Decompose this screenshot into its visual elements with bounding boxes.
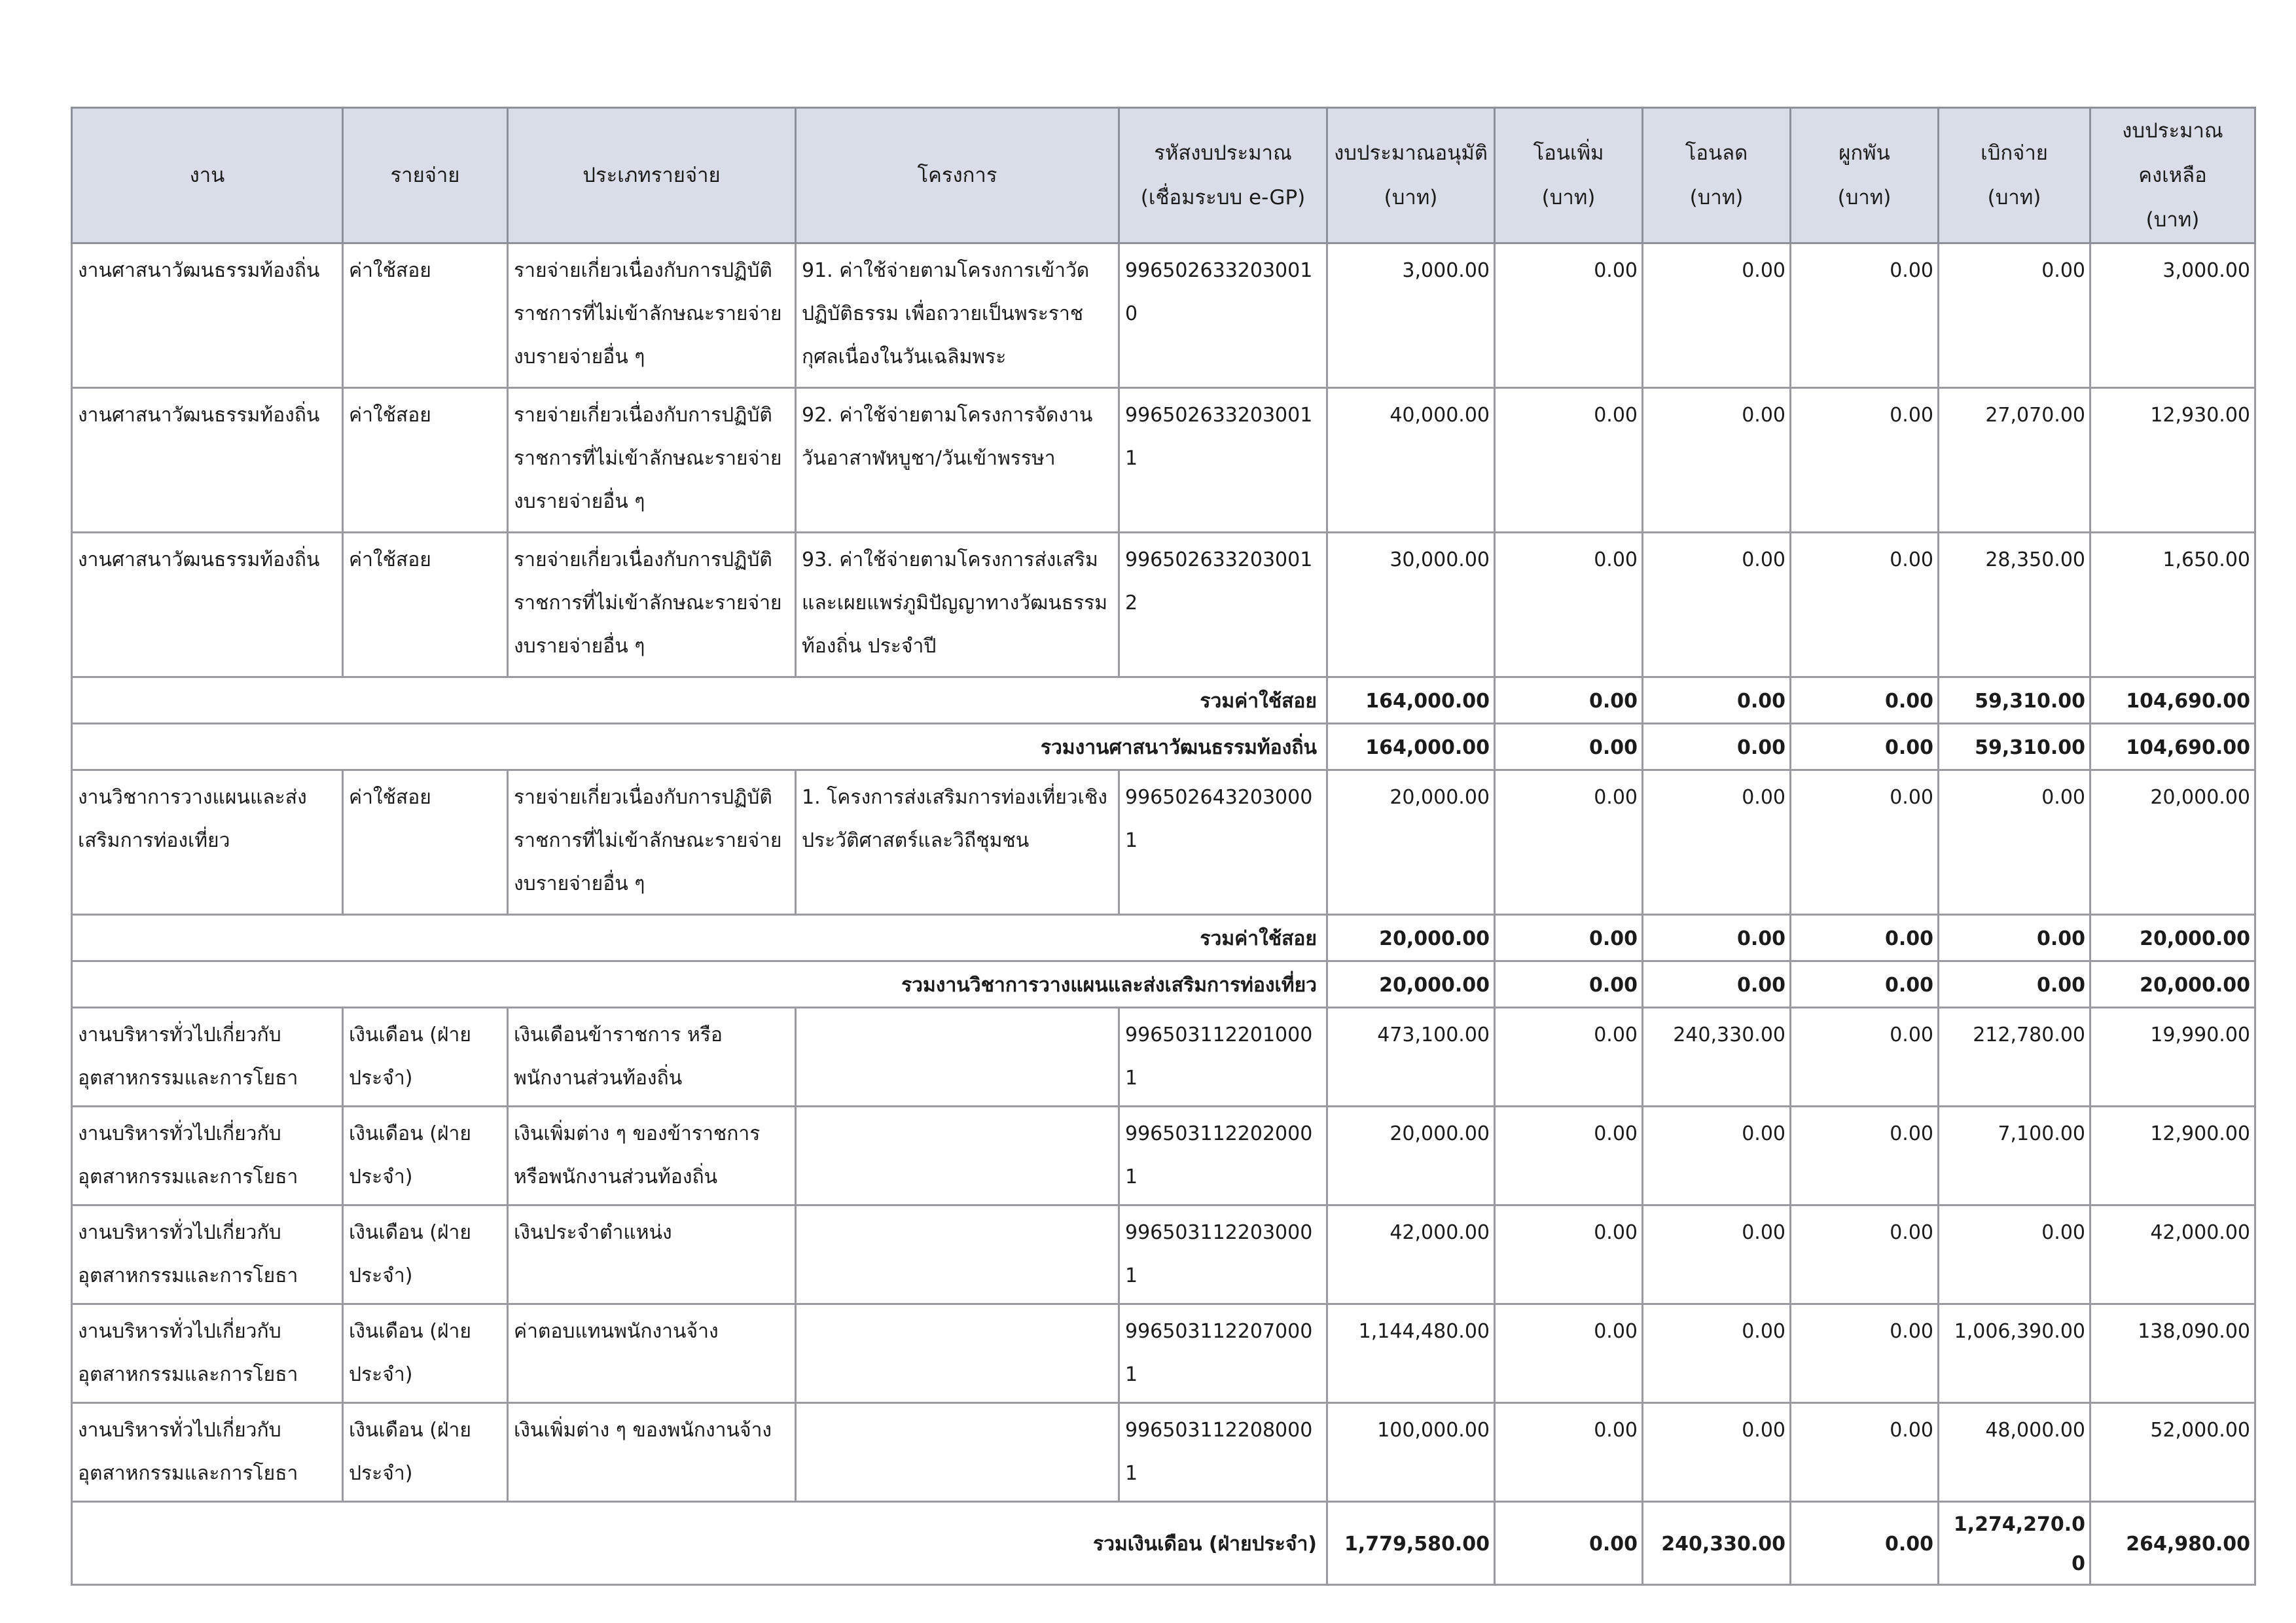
work-cell: งานบริหารทั่วไปเกี่ยวกับอุตสาหกรรมและการโยธา <box>72 1304 343 1403</box>
disbursed-cell: 0.00 <box>1939 1205 2090 1304</box>
subtotal-label: รวมงานวิชาการวางแผนและส่งเสริมการท่องเที่ยว <box>72 961 1327 1008</box>
disbursed-cell: 1,006,390.00 <box>1939 1304 2090 1403</box>
subtotal-approved-cell: 164,000.00 <box>1327 677 1495 724</box>
expense-cell: ค่าใช้สอย <box>343 770 508 915</box>
col-expense-header <box>343 108 508 243</box>
transfer-in-cell: 0.00 <box>1495 1304 1643 1403</box>
budget-code-cell: 9965031122020001 <box>1119 1107 1327 1205</box>
table-row <box>72 1205 2255 1304</box>
expense-cell: เงินเดือน (ฝ่ายประจำ) <box>343 1008 508 1107</box>
col-remaining-header-line: คงเหลือ <box>2138 164 2207 187</box>
transfer-in-cell: 0.00 <box>1495 388 1643 533</box>
work-cell: งานบริหารทั่วไปเกี่ยวกับอุตสาหกรรมและการโยธา <box>72 1008 343 1107</box>
subtotal-approved-cell: 164,000.00 <box>1327 724 1495 770</box>
subtotal-transfer-out-cell: 240,330.00 <box>1643 1502 1791 1585</box>
col-disbursed-header-line: (บาท) <box>1987 186 2041 209</box>
transfer-out-cell: 0.00 <box>1643 533 1791 677</box>
budget-code-cell: 9965031122080001 <box>1119 1403 1327 1502</box>
subtotal-label: รวมเงินเดือน (ฝ่ายประจำ) <box>72 1502 1327 1585</box>
committed-cell: 0.00 <box>1791 1107 1939 1205</box>
subtotal-committed-cell: 0.00 <box>1791 915 1939 961</box>
col-work-header <box>72 108 343 243</box>
committed-cell: 0.00 <box>1791 770 1939 915</box>
subtotal-row <box>72 724 2255 770</box>
transfer-out-cell: 0.00 <box>1643 1403 1791 1502</box>
transfer-in-cell: 0.00 <box>1495 770 1643 915</box>
subtotal-transfer-out-cell: 0.00 <box>1643 677 1791 724</box>
approved-cell: 1,144,480.00 <box>1327 1304 1495 1403</box>
committed-cell: 0.00 <box>1791 243 1939 388</box>
remaining-cell: 52,000.00 <box>2090 1403 2255 1502</box>
subtotal-label: รวมงานศาสนาวัฒนธรรมท้องถิ่น <box>72 724 1327 770</box>
subtotal-disbursed-cell: 59,310.00 <box>1939 724 2090 770</box>
expense-type-cell: เงินเพิ่มต่าง ๆ ของพนักงานจ้าง <box>508 1403 796 1502</box>
budget-code-cell: 9965026332030012 <box>1119 533 1327 677</box>
table-row <box>72 1304 2255 1403</box>
budget-code-cell: 9965031122010001 <box>1119 1008 1327 1107</box>
subtotal-disbursed-cell: 59,310.00 <box>1939 677 2090 724</box>
subtotal-disbursed-cell: 0.00 <box>1939 961 2090 1008</box>
disbursed-cell: 0.00 <box>1939 243 2090 388</box>
transfer-out-cell: 240,330.00 <box>1643 1008 1791 1107</box>
project-cell <box>796 1008 1119 1107</box>
col-remaining-header-line: (บาท) <box>2145 208 2200 232</box>
table-row <box>72 388 2255 533</box>
approved-cell: 30,000.00 <box>1327 533 1495 677</box>
expense-type-cell: รายจ่ายเกี่ยวเนื่องกับการปฏิบัติราชการที่ไม่เข้าลักษณะรายจ่ายงบรายจ่ายอื่น ๆ <box>508 770 796 915</box>
work-cell: งานวิชาการวางแผนและส่งเสริมการท่องเที่ยว <box>72 770 343 915</box>
col-remaining-header <box>2090 108 2255 243</box>
approved-cell: 20,000.00 <box>1327 1107 1495 1205</box>
col-transfer-in-header-line: (บาท) <box>1541 186 1596 209</box>
table-row <box>72 1107 2255 1205</box>
col-disbursed-header <box>1939 108 2090 243</box>
transfer-in-cell: 0.00 <box>1495 1205 1643 1304</box>
transfer-out-cell: 0.00 <box>1643 1304 1791 1403</box>
committed-cell: 0.00 <box>1791 1008 1939 1107</box>
expense-type-cell: เงินเพิ่มต่าง ๆ ของข้าราชการหรือพนักงานส่วนท้องถิ่น <box>508 1107 796 1205</box>
work-cell: งานศาสนาวัฒนธรรมท้องถิ่น <box>72 243 343 388</box>
expense-type-cell: เงินเดือนข้าราชการ หรือพนักงานส่วนท้องถิ่น <box>508 1008 796 1107</box>
col-transfer-out-header-line: โอนลด <box>1685 141 1748 165</box>
subtotal-approved-cell: 1,779,580.00 <box>1327 1502 1495 1585</box>
approved-cell: 20,000.00 <box>1327 770 1495 915</box>
disbursed-cell: 28,350.00 <box>1939 533 2090 677</box>
subtotal-committed-cell: 0.00 <box>1791 961 1939 1008</box>
col-transfer-in-header <box>1495 108 1643 243</box>
subtotal-row <box>72 677 2255 724</box>
expense-cell: ค่าใช้สอย <box>343 388 508 533</box>
work-cell: งานบริหารทั่วไปเกี่ยวกับอุตสาหกรรมและการโยธา <box>72 1205 343 1304</box>
subtotal-transfer-in-cell: 0.00 <box>1495 961 1643 1008</box>
transfer-in-cell: 0.00 <box>1495 1403 1643 1502</box>
subtotal-remaining-cell: 20,000.00 <box>2090 915 2255 961</box>
table-row <box>72 533 2255 677</box>
project-cell: 91. ค่าใช้จ่ายตามโครงการเข้าวัดปฏิบัติธรรม เพื่อถวายเป็นพระราชกุศลเนื่องในวันเฉลิมพระ <box>796 243 1119 388</box>
subtotal-transfer-in-cell: 0.00 <box>1495 915 1643 961</box>
subtotal-disbursed-cell: 1,274,270.00 <box>1939 1502 2090 1585</box>
table-row <box>72 1403 2255 1502</box>
project-cell <box>796 1403 1119 1502</box>
col-project-header-line: โครงการ <box>917 164 997 187</box>
remaining-cell: 12,900.00 <box>2090 1107 2255 1205</box>
budget-code-cell: 9965026332030011 <box>1119 388 1327 533</box>
budget-code-cell: 9965026432030001 <box>1119 770 1327 915</box>
disbursed-cell: 0.00 <box>1939 770 2090 915</box>
remaining-cell: 1,650.00 <box>2090 533 2255 677</box>
transfer-out-cell: 0.00 <box>1643 388 1791 533</box>
table-row <box>72 1008 2255 1107</box>
subtotal-remaining-cell: 104,690.00 <box>2090 677 2255 724</box>
subtotal-approved-cell: 20,000.00 <box>1327 961 1495 1008</box>
subtotal-committed-cell: 0.00 <box>1791 724 1939 770</box>
subtotal-transfer-in-cell: 0.00 <box>1495 1502 1643 1585</box>
subtotal-transfer-in-cell: 0.00 <box>1495 724 1643 770</box>
disbursed-cell: 48,000.00 <box>1939 1403 2090 1502</box>
remaining-cell: 20,000.00 <box>2090 770 2255 915</box>
project-cell: 1. โครงการส่งเสริมการท่องเที่ยวเชิงประวัติศาสตร์และวิถีชุมชน <box>796 770 1119 915</box>
transfer-in-cell: 0.00 <box>1495 533 1643 677</box>
expense-type-cell: เงินประจำตำแหน่ง <box>508 1205 796 1304</box>
disbursed-cell: 27,070.00 <box>1939 388 2090 533</box>
subtotal-remaining-cell: 104,690.00 <box>2090 724 2255 770</box>
transfer-out-cell: 0.00 <box>1643 243 1791 388</box>
subtotal-transfer-out-cell: 0.00 <box>1643 724 1791 770</box>
work-cell: งานบริหารทั่วไปเกี่ยวกับอุตสาหกรรมและการโยธา <box>72 1403 343 1502</box>
work-cell: งานศาสนาวัฒนธรรมท้องถิ่น <box>72 388 343 533</box>
expense-cell: เงินเดือน (ฝ่ายประจำ) <box>343 1205 508 1304</box>
col-project-header <box>796 108 1119 243</box>
header-row <box>72 108 2255 243</box>
subtotal-transfer-out-cell: 0.00 <box>1643 961 1791 1008</box>
budget-table <box>71 107 2256 1586</box>
transfer-in-cell: 0.00 <box>1495 1008 1643 1107</box>
approved-cell: 3,000.00 <box>1327 243 1495 388</box>
project-cell <box>796 1205 1119 1304</box>
approved-cell: 42,000.00 <box>1327 1205 1495 1304</box>
approved-cell: 40,000.00 <box>1327 388 1495 533</box>
col-transfer-in-header-line: โอนเพิ่ม <box>1533 141 1604 165</box>
col-budget-code-header-line: (เชื่อมระบบ e-GP) <box>1140 186 1306 209</box>
transfer-in-cell: 0.00 <box>1495 1107 1643 1205</box>
col-remaining-header-line: งบประมาณ <box>2122 119 2223 143</box>
expense-cell: ค่าใช้สอย <box>343 533 508 677</box>
expense-type-cell: รายจ่ายเกี่ยวเนื่องกับการปฏิบัติราชการที่ไม่เข้าลักษณะรายจ่ายงบรายจ่ายอื่น ๆ <box>508 533 796 677</box>
disbursed-cell: 212,780.00 <box>1939 1008 2090 1107</box>
budget-code-cell: 9965031122070001 <box>1119 1304 1327 1403</box>
subtotal-transfer-out-cell: 0.00 <box>1643 915 1791 961</box>
project-cell <box>796 1107 1119 1205</box>
col-transfer-out-header <box>1643 108 1791 243</box>
table-row <box>72 770 2255 915</box>
col-expense-type-header-line: ประเภทรายจ่าย <box>583 164 721 187</box>
remaining-cell: 3,000.00 <box>2090 243 2255 388</box>
remaining-cell: 42,000.00 <box>2090 1205 2255 1304</box>
disbursed-cell: 7,100.00 <box>1939 1107 2090 1205</box>
budget-code-cell: 9965026332030010 <box>1119 243 1327 388</box>
project-cell <box>796 1304 1119 1403</box>
col-budget-code-header <box>1119 108 1327 243</box>
col-committed-header-line: (บาท) <box>1837 186 1892 209</box>
budget-code-cell: 9965031122030001 <box>1119 1205 1327 1304</box>
subtotal-row <box>72 1502 2255 1585</box>
remaining-cell: 138,090.00 <box>2090 1304 2255 1403</box>
subtotal-row <box>72 961 2255 1008</box>
approved-cell: 100,000.00 <box>1327 1403 1495 1502</box>
subtotal-committed-cell: 0.00 <box>1791 677 1939 724</box>
subtotal-label: รวมค่าใช้สอย <box>72 915 1327 961</box>
subtotal-committed-cell: 0.00 <box>1791 1502 1939 1585</box>
col-approved-header <box>1327 108 1495 243</box>
subtotal-label: รวมค่าใช้สอย <box>72 677 1327 724</box>
approved-cell: 473,100.00 <box>1327 1008 1495 1107</box>
col-budget-code-header-line: รหัสงบประมาณ <box>1154 141 1292 165</box>
table-body <box>72 243 2255 1585</box>
committed-cell: 0.00 <box>1791 1403 1939 1502</box>
committed-cell: 0.00 <box>1791 1205 1939 1304</box>
col-work-header-line: งาน <box>189 164 225 187</box>
col-approved-header-line: (บาท) <box>1384 186 1438 209</box>
subtotal-approved-cell: 20,000.00 <box>1327 915 1495 961</box>
work-cell: งานศาสนาวัฒนธรรมท้องถิ่น <box>72 533 343 677</box>
subtotal-remaining-cell: 264,980.00 <box>2090 1502 2255 1585</box>
col-committed-header-line: ผูกพัน <box>1839 141 1890 165</box>
committed-cell: 0.00 <box>1791 388 1939 533</box>
col-disbursed-header-line: เบิกจ่าย <box>1981 141 2048 165</box>
project-cell: 92. ค่าใช้จ่ายตามโครงการจัดงานวันอาสาฬหบูชา/วันเข้าพรรษา <box>796 388 1119 533</box>
subtotal-disbursed-cell: 0.00 <box>1939 915 2090 961</box>
col-transfer-out-header-line: (บาท) <box>1689 186 1744 209</box>
col-expense-header-line: รายจ่าย <box>390 164 460 187</box>
expense-cell: เงินเดือน (ฝ่ายประจำ) <box>343 1403 508 1502</box>
expense-type-cell: ค่าตอบแทนพนักงานจ้าง <box>508 1304 796 1403</box>
col-approved-header-line: งบประมาณอนุมัติ <box>1334 141 1488 165</box>
expense-cell: เงินเดือน (ฝ่ายประจำ) <box>343 1107 508 1205</box>
expense-type-cell: รายจ่ายเกี่ยวเนื่องกับการปฏิบัติราชการที่ไม่เข้าลักษณะรายจ่ายงบรายจ่ายอื่น ๆ <box>508 388 796 533</box>
subtotal-transfer-in-cell: 0.00 <box>1495 677 1643 724</box>
subtotal-row <box>72 915 2255 961</box>
committed-cell: 0.00 <box>1791 533 1939 677</box>
transfer-out-cell: 0.00 <box>1643 1205 1791 1304</box>
col-expense-type-header <box>508 108 796 243</box>
expense-cell: เงินเดือน (ฝ่ายประจำ) <box>343 1304 508 1403</box>
col-committed-header <box>1791 108 1939 243</box>
project-cell: 93. ค่าใช้จ่ายตามโครงการส่งเสริมและเผยแพร่ภูมิปัญญาทางวัฒนธรรมท้องถิ่น ประจำปี <box>796 533 1119 677</box>
subtotal-remaining-cell: 20,000.00 <box>2090 961 2255 1008</box>
remaining-cell: 12,930.00 <box>2090 388 2255 533</box>
transfer-out-cell: 0.00 <box>1643 1107 1791 1205</box>
transfer-in-cell: 0.00 <box>1495 243 1643 388</box>
remaining-cell: 19,990.00 <box>2090 1008 2255 1107</box>
table-row <box>72 243 2255 388</box>
committed-cell: 0.00 <box>1791 1304 1939 1403</box>
expense-cell: ค่าใช้สอย <box>343 243 508 388</box>
expense-type-cell: รายจ่ายเกี่ยวเนื่องกับการปฏิบัติราชการที่ไม่เข้าลักษณะรายจ่ายงบรายจ่ายอื่น ๆ <box>508 243 796 388</box>
work-cell: งานบริหารทั่วไปเกี่ยวกับอุตสาหกรรมและการโยธา <box>72 1107 343 1205</box>
transfer-out-cell: 0.00 <box>1643 770 1791 915</box>
